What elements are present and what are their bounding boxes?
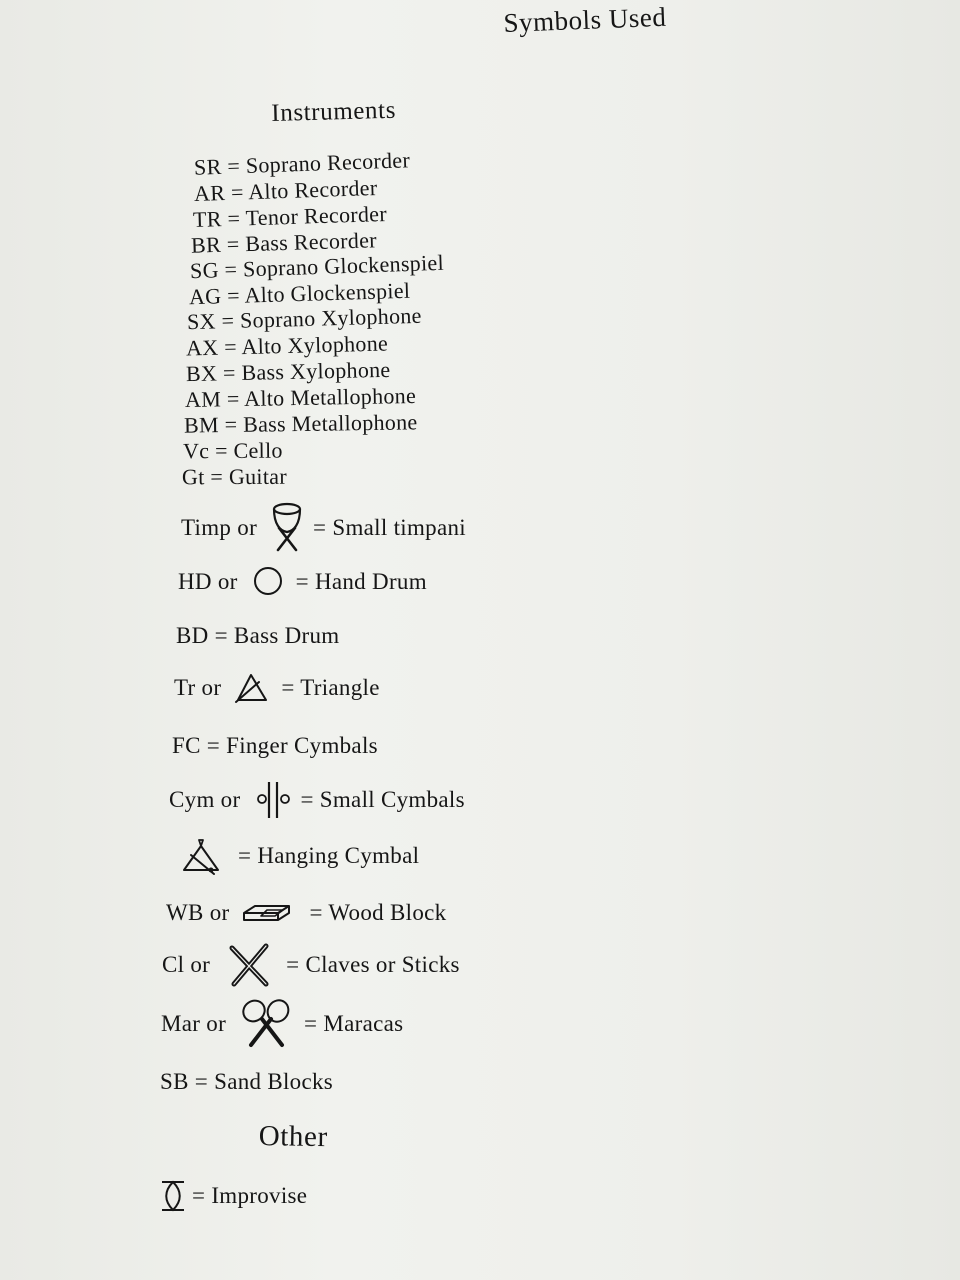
- symbol-row-small-cymbals: [169, 778, 465, 822]
- claves-abbr: Cl or: [162, 952, 211, 977]
- abbr-alto-xylophone: AX = Alto Xylophone: [185, 330, 389, 361]
- abbr-bass-metallophone: BM = Bass Metallophone: [183, 409, 418, 438]
- abbr-soprano-glockenspiel: SG = Soprano Glockenspiel: [189, 249, 445, 284]
- abbr-soprano-recorder: SR = Soprano Recorder: [193, 147, 411, 180]
- hand-drum-abbr: HD or: [178, 569, 238, 594]
- wood-block-abbr: WB or: [166, 900, 230, 925]
- abbr-alto-recorder: AR = Alto Recorder: [193, 174, 378, 207]
- abbr-alto-glockenspiel: AG = Alto Glockenspiel: [188, 277, 411, 310]
- improvise-icon: [160, 1179, 186, 1213]
- hanging-cymbal-meaning: = Hanging Cymbal: [238, 843, 420, 868]
- hand-drum-icon: [252, 566, 284, 598]
- timpani-icon: [271, 502, 303, 554]
- small-cymbals-meaning: = Small Cymbals: [300, 787, 465, 812]
- finger-cymbals-text: FC = Finger Cymbals: [172, 733, 378, 758]
- hanging-cymbal-icon: [180, 837, 222, 875]
- symbol-row-maracas: [161, 996, 403, 1052]
- wood-block-meaning: = Wood Block: [309, 900, 447, 925]
- symbol-row-wood-block: [166, 893, 446, 933]
- triangle-meaning: = Triangle: [281, 675, 380, 700]
- triangle-abbr: Tr or: [174, 675, 222, 700]
- abbr-guitar: Gt = Guitar: [181, 463, 287, 490]
- other-heading: Other: [258, 1120, 329, 1154]
- timpani-meaning: = Small timpani: [313, 515, 466, 540]
- symbol-row-claves: [162, 940, 460, 990]
- improvise-meaning: = Improvise: [192, 1183, 308, 1208]
- wood-block-icon: [241, 901, 293, 925]
- claves-meaning: = Claves or Sticks: [286, 952, 460, 977]
- hand-drum-meaning: = Hand Drum: [295, 569, 427, 594]
- bass-drum-text: BD = Bass Drum: [176, 623, 340, 648]
- sand-blocks-text: SB = Sand Blocks: [160, 1069, 334, 1094]
- symbol-row-improvise: [160, 1176, 307, 1216]
- abbr-soprano-xylophone: SX = Soprano Xylophone: [186, 302, 423, 335]
- symbol-row-sand-blocks: [160, 1064, 333, 1100]
- small-cymbals-icon: [254, 779, 294, 821]
- abbr-tenor-recorder: TR = Tenor Recorder: [192, 200, 388, 233]
- symbol-row-finger-cymbals: [172, 730, 378, 762]
- symbol-row-hanging-cymbal: [180, 833, 419, 879]
- abbr-bass-xylophone: BX = Bass Xylophone: [185, 356, 391, 387]
- abbr-cello: Vc = Cello: [182, 437, 283, 464]
- claves-icon: [226, 942, 274, 988]
- abbr-alto-metallophone: AM = Alto Metallophone: [184, 382, 417, 413]
- small-cymbals-abbr: Cym or: [169, 787, 241, 812]
- symbol-row-triangle: [174, 668, 380, 708]
- page-title: Symbols Used: [503, 1, 667, 38]
- triangle-icon: [233, 672, 269, 704]
- maracas-icon: [238, 997, 294, 1051]
- symbol-row-hand-drum: [178, 565, 427, 599]
- instruments-heading: Instruments: [271, 96, 397, 127]
- maracas-meaning: = Maracas: [304, 1011, 404, 1036]
- abbr-bass-recorder: BR = Bass Recorder: [190, 227, 378, 258]
- maracas-abbr: Mar or: [161, 1011, 227, 1036]
- symbol-row-timpani: [181, 500, 466, 556]
- timpani-abbr: Timp or: [181, 515, 258, 540]
- symbol-row-bass-drum: [176, 620, 339, 652]
